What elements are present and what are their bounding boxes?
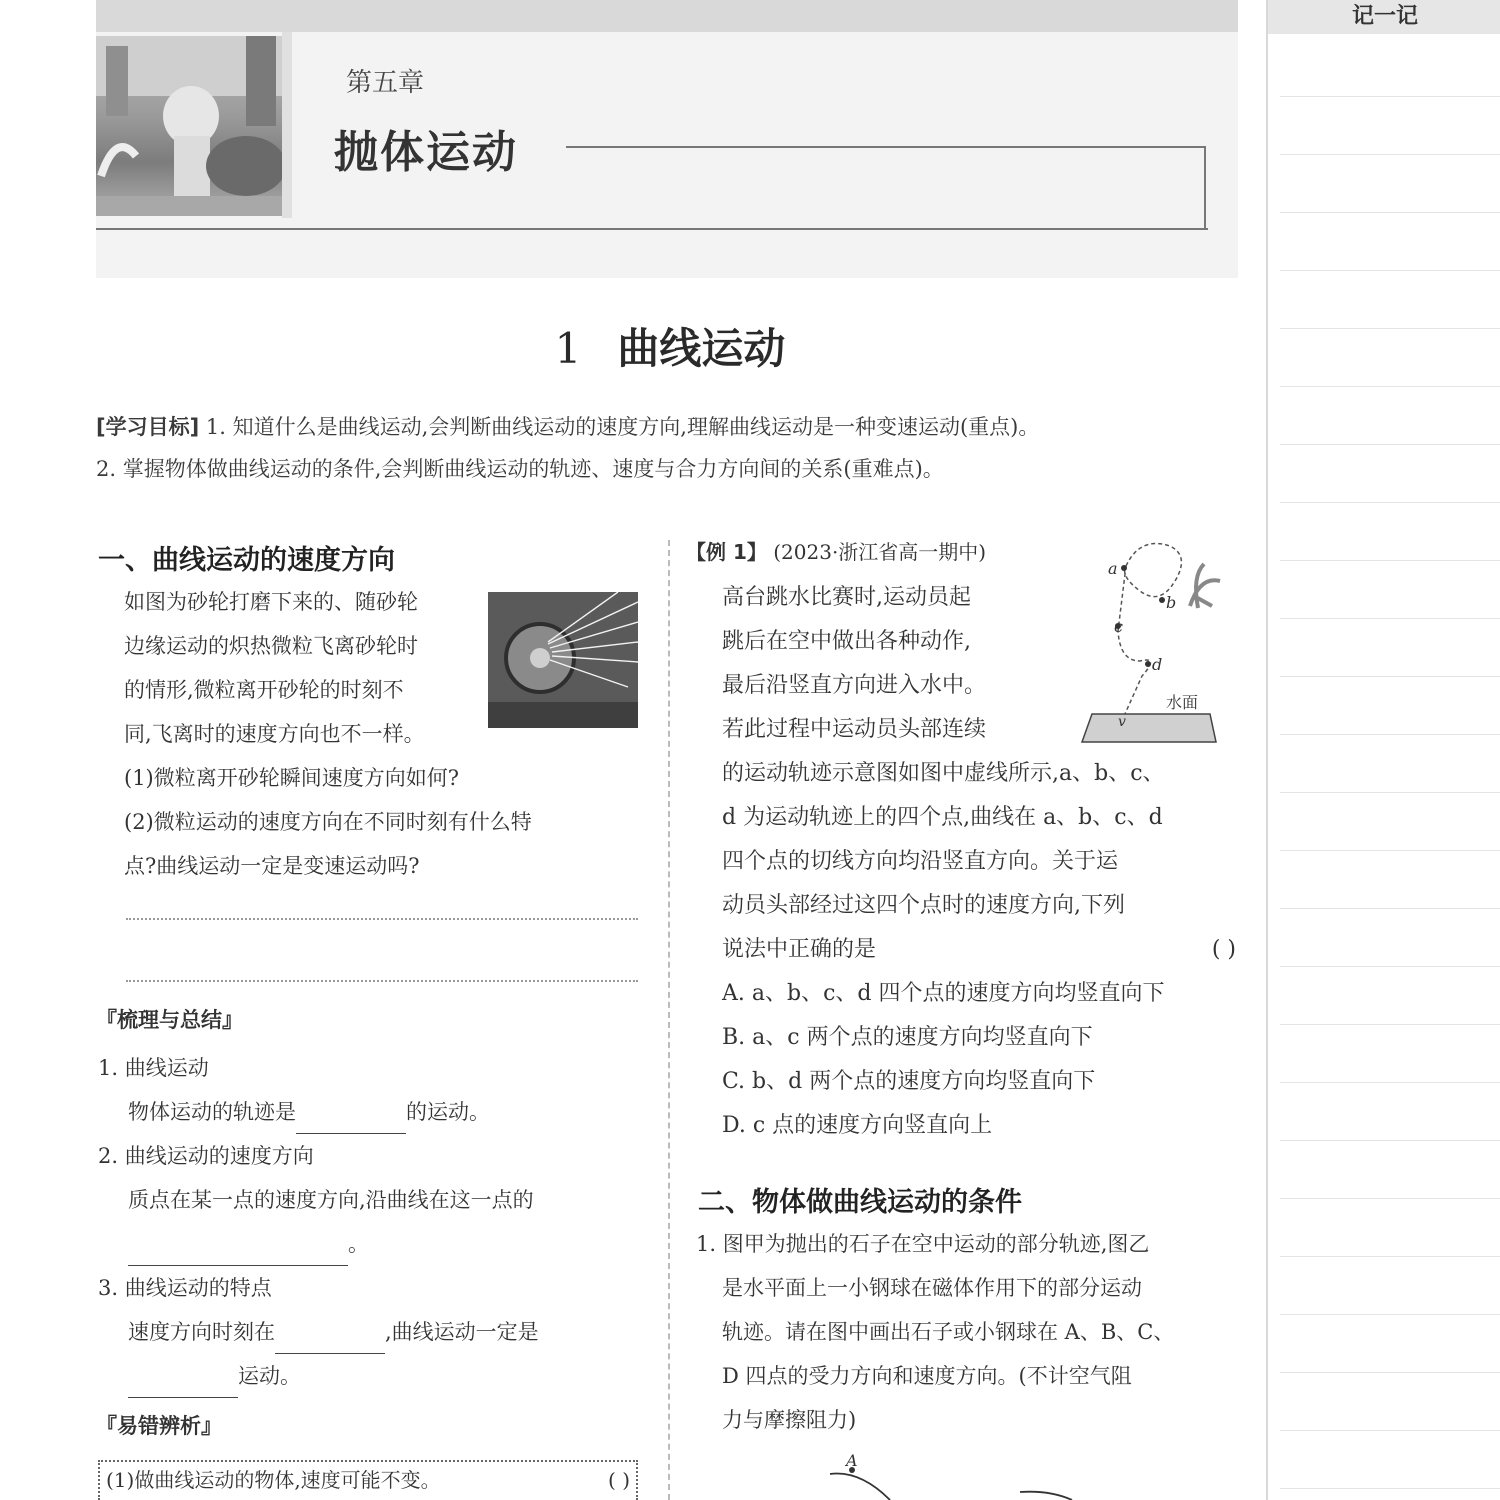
note-line [1280, 792, 1500, 793]
option-b[interactable]: B. a、c 两个点的速度方向均竖直向下 [722, 1025, 1093, 1050]
merlion-photo [96, 36, 282, 216]
note-line [1280, 676, 1500, 677]
section2-heading: 二、物体做曲线运动的条件 [698, 1187, 1022, 1218]
example-line: 高台跳水比赛时,运动员起 [722, 585, 971, 610]
stone-trajectory-figure [800, 1440, 1100, 1500]
summary-item-3-blank [98, 1354, 658, 1398]
photo-stripe [282, 32, 292, 218]
answer-paren[interactable]: ( ) [1211, 937, 1236, 962]
column-divider [668, 540, 670, 1500]
point-c-label: c [1114, 617, 1123, 636]
note-line [1280, 502, 1500, 503]
section2-line: 是水平面上一小钢球在磁体作用下的部分运动 [722, 1276, 1142, 1300]
error-item-1: (1)做曲线运动的物体,速度可能不变。 [106, 1468, 441, 1492]
text: 运动。 [238, 1364, 301, 1388]
note-line [1280, 1140, 1500, 1141]
lesson-number: 1 [554, 324, 582, 373]
answer-line [126, 918, 638, 920]
chapter-label: 第五章 [346, 68, 425, 98]
intro-line: 的情形,微粒离开砂轮的时刻不 [124, 678, 404, 702]
chapter-base-rule [96, 228, 1208, 230]
intro-line: 如图为砂轮打磨下来的、随砂轮 [124, 590, 418, 614]
text: 物体运动的轨迹是 [128, 1100, 296, 1124]
example-line: 四个点的切线方向均沿竖直方向。关于运 [722, 849, 1119, 874]
grinding-wheel-photo [488, 592, 638, 728]
example-line: 跳后在空中做出各种动作, [722, 629, 971, 654]
example-line: 动员头部经过这四个点时的速度方向,下列 [722, 893, 1125, 918]
notes-title: 记一记 [1268, 0, 1500, 34]
note-line [1280, 1256, 1500, 1257]
summary-item-3-text [98, 1310, 658, 1354]
summary-item-2: 2. 曲线运动的速度方向 [98, 1144, 314, 1168]
option-d[interactable]: D. c 点的速度方向竖直向上 [722, 1113, 993, 1138]
note-line [1280, 1024, 1500, 1025]
summary-item-1: 1. 曲线运动 [98, 1056, 209, 1080]
question-1: (1)微粒离开砂轮瞬间速度方向如何? [124, 766, 460, 790]
fill-blank[interactable] [128, 1240, 348, 1266]
notes-column [1266, 0, 1500, 1500]
section2-line: 力与摩擦阻力) [722, 1408, 857, 1432]
note-line [1280, 966, 1500, 967]
text: 速度方向时刻在 [128, 1320, 275, 1344]
lesson-title [0, 316, 1340, 376]
velocity-v-label: v [1118, 714, 1126, 730]
goals-tag: [学习目标] [96, 415, 200, 439]
example-line: 最后沿竖直方向进入水中。 [722, 673, 987, 698]
text: 。 [348, 1232, 369, 1256]
section1-heading: 一、曲线运动的速度方向 [98, 545, 395, 576]
summary-item-3: 3. 曲线运动的特点 [98, 1276, 272, 1300]
example1-header [686, 530, 1086, 574]
option-c[interactable]: C. b、d 两个点的速度方向均竖直向下 [722, 1069, 1096, 1094]
goal-line-1 [96, 406, 1246, 448]
question-2: (2)微粒运动的速度方向在不同时刻有什么特 [124, 810, 532, 834]
point-d-label: d [1152, 655, 1163, 674]
note-line [1280, 618, 1500, 619]
goal-1: 1. 知道什么是曲线运动,会判断曲线运动的速度方向,理解曲线运动是一种变速运动(重点)。 [205, 415, 1040, 439]
intro-line: 边缘运动的炽热微粒飞离砂轮时 [124, 634, 418, 658]
note-line [1280, 154, 1500, 155]
question-2-cont: 点?曲线运动一定是变速运动吗? [124, 854, 420, 878]
note-line [1280, 734, 1500, 735]
note-line [1280, 850, 1500, 851]
water-surface-label: 水面 [1166, 693, 1199, 712]
summary-body [98, 1046, 658, 1398]
errors-box [98, 1460, 638, 1500]
summary-item-2-blank [98, 1222, 658, 1266]
text: ,曲线运动一定是 [385, 1320, 539, 1344]
note-line [1280, 560, 1500, 561]
point-A-label: A [846, 1451, 858, 1470]
chapter-title: 抛体运动 [334, 127, 518, 178]
point-a-label: a [1108, 559, 1118, 578]
example-last-line [722, 928, 1242, 972]
fill-blank[interactable] [296, 1108, 406, 1134]
summary-heading: 『梳理与总结』 [96, 1008, 243, 1032]
section2-line: D 四点的受力方向和速度方向。(不计空气阻 [722, 1364, 1132, 1388]
example-source: (2023·浙江省高一期中) [773, 540, 987, 564]
note-line [1280, 1488, 1500, 1489]
text: 的运动。 [406, 1100, 490, 1124]
note-line [1280, 96, 1500, 97]
answer-line [126, 980, 638, 982]
example-line: 若此过程中运动员头部连续 [722, 717, 987, 742]
fill-blank[interactable] [275, 1328, 385, 1354]
chapter-title-rule [566, 146, 1206, 230]
example-line: 的运动轨迹示意图如图中虚线所示,a、b、c、 [722, 761, 1165, 786]
intro-line: 同,飞离时的速度方向也不一样。 [124, 722, 425, 746]
note-line [1280, 1082, 1500, 1083]
note-line [1280, 1314, 1500, 1315]
summary-item-2-text: 质点在某一点的速度方向,沿曲线在这一点的 [128, 1188, 534, 1212]
note-line [1280, 1198, 1500, 1199]
note-line [1280, 270, 1500, 271]
text: 说法中正确的是 [722, 937, 877, 962]
goal-line-2: 2. 掌握物体做曲线运动的条件,会判断曲线运动的轨迹、速度与合力方向间的关系(重难点)。 [96, 457, 944, 481]
note-line [1280, 1372, 1500, 1373]
note-line [1280, 386, 1500, 387]
section2-body [696, 1222, 1246, 1442]
answer-paren[interactable]: ( ) [608, 1468, 630, 1492]
example-tag: 【例 1】 [686, 540, 767, 564]
section2-line: 1. 图甲为抛出的石子在空中运动的部分轨迹,图乙 [696, 1232, 1150, 1256]
note-line [1280, 444, 1500, 445]
summary-item-1-text [98, 1090, 658, 1134]
example-line: d 为运动轨迹上的四个点,曲线在 a、b、c、d [722, 805, 1163, 830]
fill-blank[interactable] [128, 1372, 238, 1398]
section2-line: 轨迹。请在图中画出石子或小钢球在 A、B、C、 [722, 1320, 1175, 1344]
point-b-label: b [1166, 593, 1177, 612]
errors-heading: 『易错辨析』 [96, 1414, 222, 1438]
section1-intro [124, 580, 532, 888]
note-line [1280, 1430, 1500, 1431]
learning-goals [96, 406, 1246, 490]
header-band [96, 0, 1238, 32]
note-line [1280, 908, 1500, 909]
note-line [1280, 212, 1500, 213]
example1-body [722, 576, 1242, 1148]
lesson-name: 曲线运动 [617, 324, 786, 373]
option-a[interactable]: A. a、b、c、d 四个点的速度方向均竖直向下 [722, 981, 1165, 1006]
